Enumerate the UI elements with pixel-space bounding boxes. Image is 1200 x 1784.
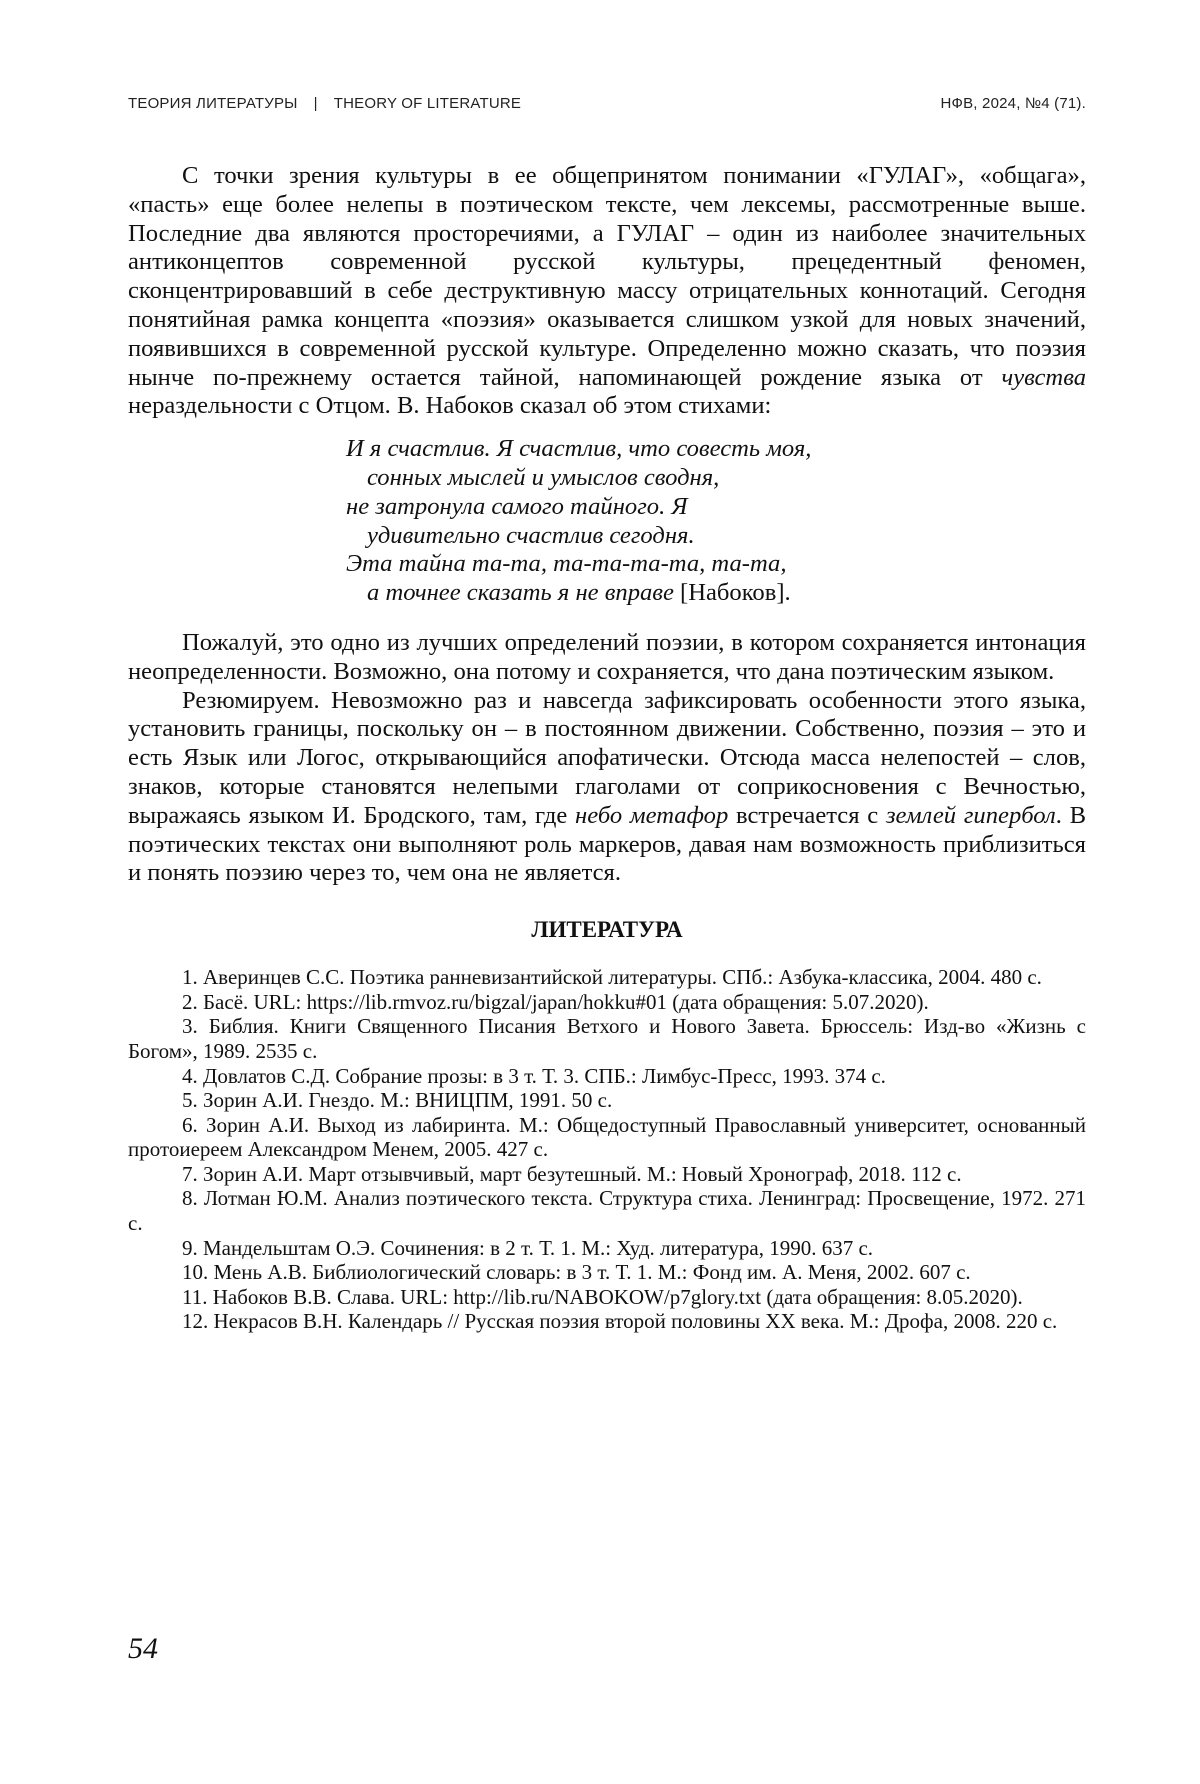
- reference-item: 11. Набоков В.В. Слава. URL: http://lib.ru/NABOKOW/p7glory.txt (дата обращения: 8.05.2020).: [182, 1284, 1023, 1309]
- body-paragraph: [128, 687, 1086, 889]
- article-body: [128, 162, 1086, 1334]
- poem-line-last: [346, 579, 1086, 608]
- header-journal-issue: НФВ, 2024, №4 (71).: [940, 95, 1086, 112]
- paragraph-text: С точки зрения культуры в ее общепринятом понимании «ГУЛАГ», «общага», «пасть» еще более нелепы в поэтическом тексте, чем лексемы, рассмотренные выше. Последние два являются просторечиями, а ГУЛАГ – один из наиболее значительных антиконцептов современной русской культуры, прецедентный феномен, сконцентрировавший в себе деструктивную массу отрицательных коннотаций. Сегодня понятийная рамка концепта «поэзия» оказывается слишком узкой для новых значений, появившихся в современной русской культуре. Определенно можно сказать, что поэзия нынче по-прежнему остается тайной, напоминающей рождение языка от: [128, 162, 1086, 391]
- reference-item: 8. Лотман Ю.М. Анализ поэтического текста. Структура стиха. Ленинград: Просвещение, 1972. 271 с.: [128, 1186, 1086, 1236]
- reference-item: 1. Аверинцев С.С. Поэтика ранневизантийской литературы. СПб.: Азбука-классика, 2004. 480 с.: [182, 965, 1042, 990]
- poem-line-text: а точнее сказать я не вправе: [367, 579, 674, 607]
- header-section-ru: ТЕОРИЯ ЛИТЕРАТУРЫ: [128, 95, 298, 112]
- reference-item: 7. Зорин А.И. Март отзывчивый, март безутешный. М.: Новый Хронограф, 2018. 112 с.: [182, 1161, 962, 1186]
- running-header: [128, 95, 1086, 117]
- header-section-en: THEORY OF LITERATURE: [333, 95, 522, 112]
- paragraph-text: Резюмируем. Невозможно раз и навсегда зафиксировать особенности этого языка, установить границы, поскольку он – в постоянном движении. Собственно, поэзия – это и есть Язык или Логос, открывающийся апофатически. Отсюда масса нелепостей – слов, знаков, которые становятся нелепыми глаголами от соприкосновения с Вечностью, выражаясь языком И. Бродского, там, где: [128, 686, 1086, 829]
- references-list: [128, 965, 1086, 1334]
- reference-item: 2. Басё. URL: https://lib.rmvoz.ru/bigzal/japan/hokku#01 (дата обращения: 5.07.2020).: [182, 989, 929, 1014]
- reference-item: 10. Мень А.В. Библиологический словарь: в 3 т. Т. 1. М.: Фонд им. А. Меня, 2002. 607 с.: [182, 1260, 971, 1285]
- poem-line: удивительно счастлив сегодня.: [367, 521, 695, 549]
- poem-citation: [Набоков].: [680, 579, 791, 607]
- poem-line: Эта тайна та-та, та-та-та-та, та-та,: [346, 550, 787, 578]
- body-paragraph: Пожалуй, это одно из лучших определений поэзии, в котором сохраняется интонация неопределенности. Возможно, она потому и сохраняется, что дана поэтическим языком.: [128, 628, 1086, 685]
- paragraph-text: . В поэтических текстах они выполняют роль маркеров, давая нам возможность приблизиться и понять поэзию через то, чем она не является.: [128, 801, 1086, 887]
- poem-quote: [346, 435, 1086, 608]
- emphasis-text: землей гипербол: [885, 801, 1056, 829]
- emphasis-text: чувства: [1001, 363, 1086, 391]
- reference-item: 3. Библия. Книги Священного Писания Ветхого и Нового Завета. Брюссель: Изд-во «Жизнь с Богом», 1989. 2535 с.: [128, 1014, 1086, 1063]
- reference-item: 4. Довлатов С.Д. Собрание прозы: в 3 т. Т. 3. СПБ.: Лимбус-Пресс, 1993. 374 с.: [182, 1063, 886, 1088]
- header-section: [128, 95, 521, 112]
- emphasis-text: небо метафор: [575, 801, 729, 829]
- header-separator: |: [313, 95, 318, 112]
- poem-line: не затронула самого тайного. Я: [346, 492, 688, 520]
- poem-line: сонных мыслей и умыслов сводня,: [367, 463, 720, 491]
- poem-line: И я счастлив. Я счастлив, что совесть моя,: [346, 435, 812, 463]
- page-number: 54: [128, 1632, 158, 1665]
- reference-item: 6. Зорин А.И. Выход из лабиринта. М.: Общедоступный Православный университет, основанный протоиереем Александром Менем, 2005. 427 с.: [128, 1112, 1086, 1162]
- paragraph-text: нераздельности с Отцом. В. Набоков сказал об этом стихами:: [128, 392, 772, 420]
- reference-item: 12. Некрасов В.Н. Календарь // Русская поэзия второй половины XX века. М.: Дрофа, 2008. 220 с.: [182, 1309, 1058, 1334]
- body-paragraph: [128, 162, 1086, 421]
- references-heading: ЛИТЕРАТУРА: [531, 917, 683, 943]
- reference-item: 5. Зорин А.И. Гнездо. М.: ВНИЦПМ, 1991. 50 с.: [182, 1088, 613, 1113]
- paragraph-text: встречается с: [736, 801, 879, 829]
- reference-item: 9. Мандельштам О.Э. Сочинения: в 2 т. Т. 1. М.: Худ. литература, 1990. 637 с.: [182, 1235, 874, 1260]
